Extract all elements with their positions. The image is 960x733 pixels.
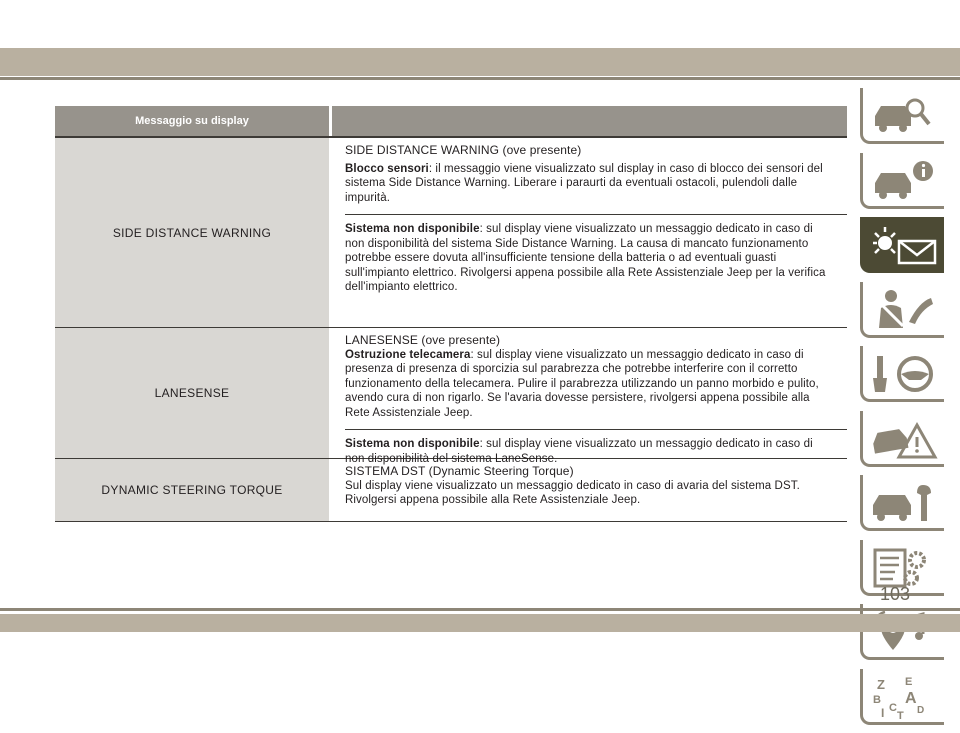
message-cell: LANESENSE — [55, 328, 329, 458]
tab-servicing[interactable] — [860, 475, 944, 531]
entry-text: : sul display viene visualizzato un messaggio dedicato in caso di non disponibilità del sistema Side Distance Warning. La causa di mancato funzionamento potrebbe essere dovuta all'insufficiente tensione della batteria o ad eventuali guasti sull'impianto elettrico. Rivolgersi appena possibile alla Rete Assistenziale Jeep per la verifica dell'impianto elettrico. — [345, 223, 826, 293]
display-messages-table — [55, 106, 847, 522]
index-letter: C — [889, 701, 897, 714]
index-letter: Z — [877, 676, 885, 692]
entry-text: : sul display viene visualizzato un messaggio dedicato in caso di presenza di presenza di sporcizia sul parabrezza che potrebbe interferire con il corretto funzionamento della telecamera. Pulire il parabrezza utilizzando un panno morbido e pulito, avendo cura di non rigarlo. Se l'avaria dovesse persistere, rivolgersi appena possibile alla Rete Assistenziale Jeep. — [345, 348, 819, 419]
car-warning-triangle-icon — [871, 417, 941, 461]
entry-title: LANESENSE (ove presente) — [345, 333, 501, 347]
entry-bold-label: Sistema non disponibile — [345, 438, 480, 450]
description-entry — [345, 328, 847, 429]
tab-emergency[interactable] — [860, 411, 944, 467]
entry-bold-label: Blocco sensori — [345, 162, 429, 175]
entry-bold-label: Ostruzione telecamera — [345, 348, 471, 361]
car-search-icon — [871, 94, 941, 138]
table-row — [55, 138, 847, 328]
header-cell-empty — [332, 106, 847, 136]
bottom-rule — [0, 608, 960, 611]
index-letter: T — [897, 709, 904, 719]
description-entry — [345, 459, 847, 517]
person-seatbelt-icon — [871, 288, 941, 332]
tab-car-search[interactable] — [860, 88, 944, 144]
car-info-icon — [871, 159, 941, 203]
table-row — [55, 459, 847, 522]
tab-multimedia[interactable] — [860, 604, 944, 660]
tab-index[interactable] — [860, 669, 944, 725]
index-letter: B — [873, 693, 881, 706]
index-letter: D — [917, 704, 925, 716]
message-cell: DYNAMIC STEERING TORQUE — [55, 459, 329, 521]
chapter-tabs — [860, 88, 950, 733]
top-rule — [0, 77, 960, 80]
index-letter: A — [905, 689, 917, 707]
warning-light-envelope-icon — [871, 223, 941, 267]
bottom-band — [0, 614, 960, 632]
index-letter: E — [905, 675, 913, 688]
tab-warning-lights[interactable] — [860, 217, 944, 273]
index-letter: I — [881, 705, 885, 719]
tab-safety[interactable] — [860, 282, 944, 338]
description-entry — [345, 214, 847, 304]
alphabet-index-icon — [871, 675, 941, 719]
entry-title: SIDE DISTANCE WARNING (ove presente) — [345, 143, 582, 157]
document-gear-icon — [871, 546, 941, 590]
entry-text: Sul display viene visualizzato un messaggio dedicato in caso di avaria del sistema DST. Rivolgersi appena possibile alla Rete Assistenziale Jeep. — [345, 479, 800, 506]
entry-bold-label: Sistema non disponibile — [345, 223, 480, 235]
description-cell — [329, 138, 847, 327]
description-entry — [345, 138, 847, 214]
tab-car-info[interactable] — [860, 153, 944, 209]
table-row — [55, 328, 847, 465]
car-wrench-icon — [871, 481, 941, 525]
entry-text: : il messaggio viene visualizzato sul display in caso di blocco dei sensori del sistema Side Distance Warning. Liberare i paraurti da eventuali ostacoli, pulendoli dalle impurità. — [345, 162, 823, 204]
tab-starting-driving[interactable] — [860, 346, 944, 402]
table-header — [55, 106, 847, 136]
description-cell — [329, 459, 847, 521]
header-cell-message: Messaggio su display — [55, 106, 329, 136]
entry-title: SISTEMA DST (Dynamic Steering Torque) — [345, 464, 574, 478]
top-band — [0, 48, 960, 76]
key-steering-wheel-icon — [871, 352, 941, 396]
message-cell: SIDE DISTANCE WARNING — [55, 138, 329, 327]
page-number: 103 — [880, 584, 911, 604]
description-cell — [329, 328, 847, 465]
entry-text: : sul display viene visualizzato un messaggio dedicato in caso di non disponibilità del sistema LaneSense. — [345, 438, 813, 465]
